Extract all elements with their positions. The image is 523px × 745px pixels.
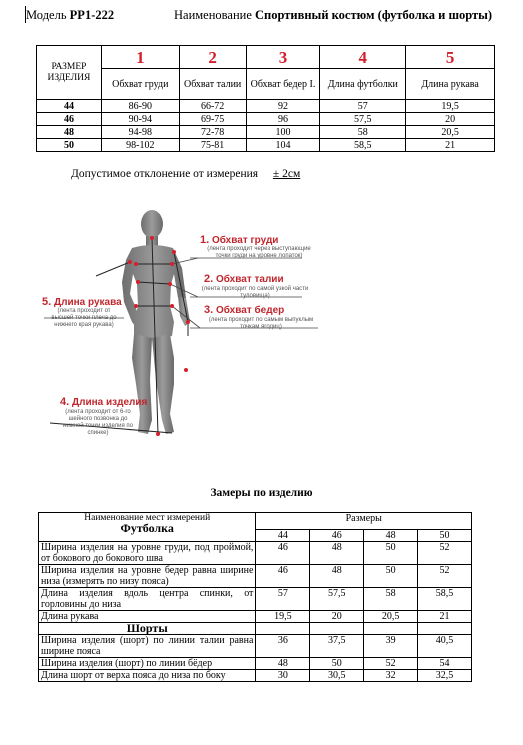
cell: 46 (256, 542, 310, 565)
cell: 21 (406, 139, 495, 152)
model-prefix: Модель (26, 8, 70, 22)
row-size: 50 (37, 139, 102, 152)
cell: 30 (256, 670, 310, 682)
note-hips: (лента проходит по самым выпуклым точкам ягодиц) (208, 317, 314, 330)
label-title: Длина рукава (53, 297, 122, 308)
name-header-cell (39, 513, 256, 542)
col-num-4: 4 (320, 46, 406, 69)
cell: 30,5 (310, 670, 364, 682)
cell: 32 (364, 670, 418, 682)
cell: 20,5 (406, 126, 495, 139)
cell: 52 (418, 565, 472, 588)
note-length: (лента проходит от 6-го шейного позвонка до нижней точки изделия по спинке) (63, 409, 133, 436)
table-row (39, 588, 472, 611)
shorts-title: Шорты (39, 623, 256, 635)
col-label-hips: Обхват бедер I. (246, 69, 320, 100)
cell: 57 (256, 588, 310, 611)
cell: 94-98 (101, 126, 179, 139)
cell: 52 (364, 658, 418, 670)
row-label: Длина рукава (39, 611, 256, 623)
label-length (60, 396, 147, 408)
label-title: Обхват талии (215, 274, 284, 285)
label-num: 3. (204, 304, 214, 316)
size-col: 46 (310, 530, 364, 542)
cell: 92 (246, 100, 320, 113)
shirt-title: Футболка (120, 521, 174, 535)
cell: 36 (256, 635, 310, 658)
garment-measurements-table (38, 512, 472, 682)
note-sleeve: (лента проходит от высшей точки плеча до нижнего края рукава) (51, 308, 117, 328)
col-num-3: 3 (246, 46, 320, 69)
cell: 46 (256, 565, 310, 588)
model-code: PP1-222 (69, 8, 115, 22)
row-size: 46 (37, 113, 102, 126)
label-title: Обхват бедер (215, 305, 285, 316)
label-hips (204, 304, 284, 316)
product-name: Спортивный костюм (футболка и шорты) (255, 8, 493, 22)
table-row (39, 542, 472, 565)
note-chest: (лента проходит через выступающие точки груди на уровне лопаток) (207, 246, 311, 259)
tolerance-text: Допустимое отклонение от измерения (71, 168, 259, 180)
cell: 96 (246, 113, 320, 126)
row-label: Ширина изделия (шорт) по линии бёдер (39, 658, 256, 670)
cell: 20 (310, 611, 364, 623)
cell: 39 (364, 635, 418, 658)
name-line (174, 8, 492, 23)
row-label: Ширина изделия на уровне бедер равна ширине низа (измерять по низу пояса) (39, 565, 256, 588)
row-size: 44 (37, 100, 102, 113)
col-num-5: 5 (406, 46, 495, 69)
table-row (39, 670, 472, 682)
col-label-chest: Обхват груди (101, 69, 179, 100)
measurement-figure (40, 198, 340, 470)
cell: 58,5 (320, 139, 406, 152)
measurements-title: Замеры по изделию (210, 487, 313, 499)
row-label: Длина шорт от верха пояса до низа по боку (39, 670, 256, 682)
cell: 48 (310, 542, 364, 565)
row-label: Ширина изделия (шорт) по линии талии равна ширине пояса (39, 635, 256, 658)
cell: 19,5 (256, 611, 310, 623)
size-header: РАЗМЕР ИЗДЕЛИЯ (47, 61, 91, 83)
cell: 32,5 (418, 670, 472, 682)
cell: 90-94 (101, 113, 179, 126)
size-col: 50 (418, 530, 472, 542)
cell: 69-75 (179, 113, 246, 126)
cell: 57,5 (320, 113, 406, 126)
label-title: Обхват груди (211, 235, 279, 246)
note-waist: (лента проходит по самой узкой части туловища) (201, 286, 309, 299)
cell: 50 (364, 542, 418, 565)
table-row (37, 113, 495, 126)
table-row (39, 611, 472, 623)
cell: 50 (310, 658, 364, 670)
table-row (37, 139, 495, 152)
table-row (39, 635, 472, 658)
row-label: Ширина изделия на уровне груди, под проймой, от бокового до бокового шва (39, 542, 256, 565)
table-row (39, 658, 472, 670)
cell: 19,5 (406, 100, 495, 113)
cell: 86-90 (101, 100, 179, 113)
name-header: Наименование мест измерений (84, 513, 211, 523)
table-row (37, 126, 495, 139)
cell: 37,5 (310, 635, 364, 658)
label-num: 4. (60, 396, 70, 408)
tolerance-line (71, 168, 300, 180)
cell: 40,5 (418, 635, 472, 658)
cell: 58 (364, 588, 418, 611)
cell: 20,5 (364, 611, 418, 623)
col-label-shirt-length: Длина футболки (320, 69, 406, 100)
cell: 54 (418, 658, 472, 670)
size-header-cell (37, 46, 102, 100)
cell: 98-102 (101, 139, 179, 152)
cell: 75-81 (179, 139, 246, 152)
label-num: 2. (204, 273, 214, 285)
row-size: 48 (37, 126, 102, 139)
size-col: 44 (256, 530, 310, 542)
cell: 52 (418, 542, 472, 565)
tolerance-value: ± 2см (272, 168, 301, 180)
cell: 104 (246, 139, 320, 152)
size-chart-table (36, 45, 495, 152)
cell: 72-78 (179, 126, 246, 139)
table-row (37, 100, 495, 113)
label-waist (204, 273, 284, 285)
cell: 100 (246, 126, 320, 139)
cell: 66-72 (179, 100, 246, 113)
name-prefix: Наименование (174, 8, 255, 22)
label-title: Длина изделия (71, 397, 148, 408)
cell: 21 (418, 611, 472, 623)
cell: 48 (256, 658, 310, 670)
col-label-waist: Обхват талии (179, 69, 246, 100)
col-num-1: 1 (101, 46, 179, 69)
label-sleeve (42, 296, 122, 308)
cell: 20 (406, 113, 495, 126)
model-line (26, 8, 114, 23)
cell: 48 (310, 565, 364, 588)
label-chest (200, 234, 278, 246)
label-num: 5. (42, 296, 52, 308)
size-col: 48 (364, 530, 418, 542)
label-num: 1. (200, 234, 210, 246)
cell: 57 (320, 100, 406, 113)
cell: 58 (320, 126, 406, 139)
col-num-2: 2 (179, 46, 246, 69)
row-label: Длина изделия вдоль центра спинки, от горловины до низа (39, 588, 256, 611)
cell: 57,5 (310, 588, 364, 611)
cell: 58,5 (418, 588, 472, 611)
cell: 50 (364, 565, 418, 588)
col-label-sleeve: Длина рукава (406, 69, 495, 100)
table-row (39, 565, 472, 588)
sizes-header: Размеры (256, 513, 472, 530)
